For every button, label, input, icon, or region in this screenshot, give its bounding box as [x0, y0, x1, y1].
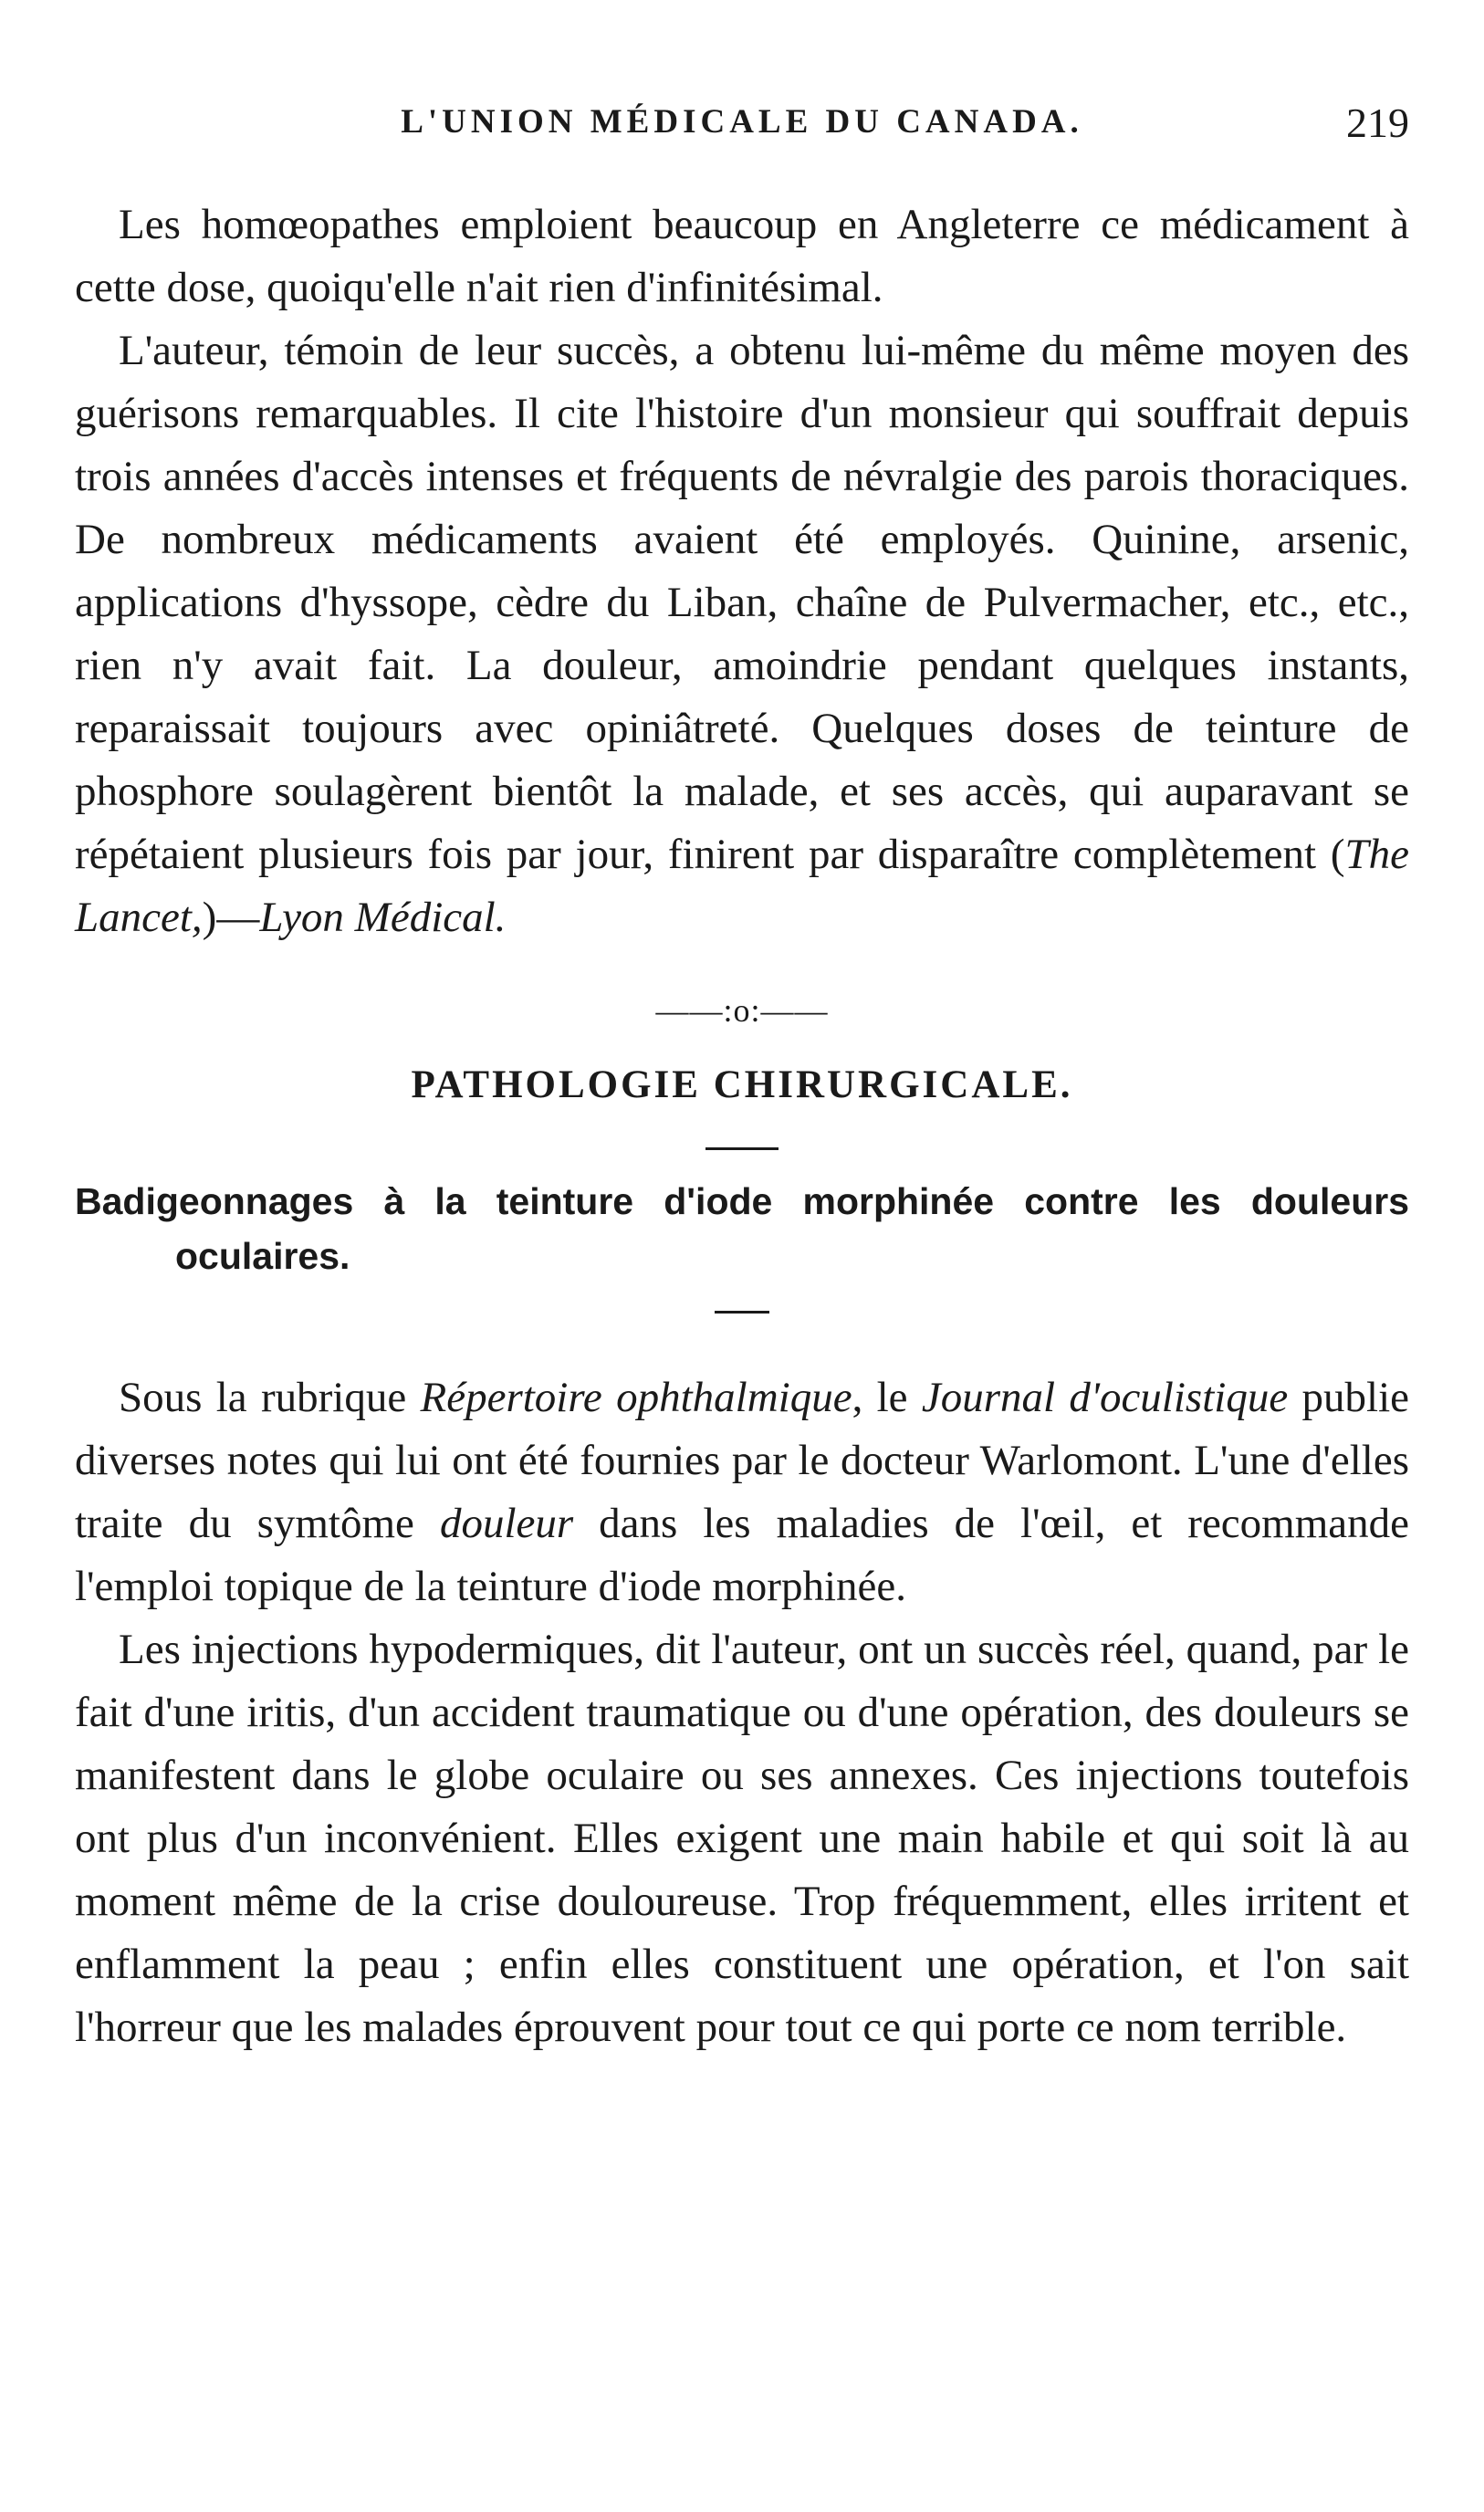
horizontal-rule [705, 1147, 779, 1150]
paragraph-text: L'auteur, témoin de leur succès, a obtenu lui-même du même moyen des guérisons remarquables. Il cite l'histoire d'un monsieur qui souffrait depuis trois années d'accès intenses et fréquents de névralgie des parois thoraciques. De nombreux médicaments avaient été employés. Quinine, arsenic, applications d'hyssope, cèdre du Liban, chaîne de Pulvermacher, etc., etc., rien n'y avait fait. La douleur, amoindrie pendant quelques instants, reparaissait toujours avec opiniâtreté. Quelques doses de teinture de phosphore soulagèrent bientôt la malade, et ses accès, qui auparavant se répétaient plusieurs fois par jour, finirent par disparaître complètement ( [75, 327, 1409, 878]
italic-douleur: douleur [439, 1500, 574, 1547]
ornament-separator: ——:o:—— [655, 992, 829, 1029]
italic-repertoire: Répertoire ophthalmique [420, 1374, 852, 1421]
italic-journal: Journal d'oculistique [921, 1374, 1289, 1421]
section-title: PATHOLOGIE CHIRURGICALE. [411, 1063, 1073, 1106]
paragraph-injections: Les injections hypodermiques, dit l'auteur, ont un succès réel, quand, par le fait d'une iritis, d'un accident traumatique ou d'une opération, des douleurs se manifestent dans le globe oculaire ou ses annexes. Ces injections toutefois ont plus d'un inconvénient. Elles exigent une main habile et qui soit là au moment même de la crise douloureuse. Trop fréquemment, elles irritent et enflamment la peau ; enfin elles constituent une opération, et l'on sait l'horreur que les malades éprouvent pour tout ce qui porte ce nom terrible. [75, 1626, 1409, 2051]
citation-separator: )— [202, 894, 260, 941]
paragraph-text: Sous la rubrique [119, 1374, 421, 1421]
running-title: L'UNION MÉDICALE DU CANADA. [401, 103, 1083, 141]
article-title: Badigeonnages à la teinture d'iode morphinée contre les douleurs oculaires. [75, 1180, 1409, 1277]
page-number: 219 [1346, 99, 1409, 146]
citation-lyon-medical: Lyon Médical. [259, 894, 507, 941]
citation-lancet: The Lancet, [75, 831, 1409, 941]
paragraph-text: publie diverses notes qui lui ont été fournies par le docteur Warlomont. L'une d'elles traite du symtôme [75, 1374, 1409, 1547]
paragraph-homoeopathes: Les homœopathes emploient beaucoup en Angleterre ce médicament à cette dose, quoiqu'elle n'ait rien d'infinitésimal. [75, 201, 1409, 311]
running-header [75, 91, 1409, 155]
paragraph-rubrique [75, 1366, 1409, 1618]
document-page [75, 91, 1409, 2059]
paragraph-text: , le [852, 1374, 922, 1421]
horizontal-rule-short [715, 1311, 769, 1314]
paragraph-auteur-temoin [75, 319, 1409, 949]
paragraph-text: dans les maladies de l'œil, et recommande l'emploi topique de la teinture d'iode morphinée. [75, 1500, 1410, 1610]
